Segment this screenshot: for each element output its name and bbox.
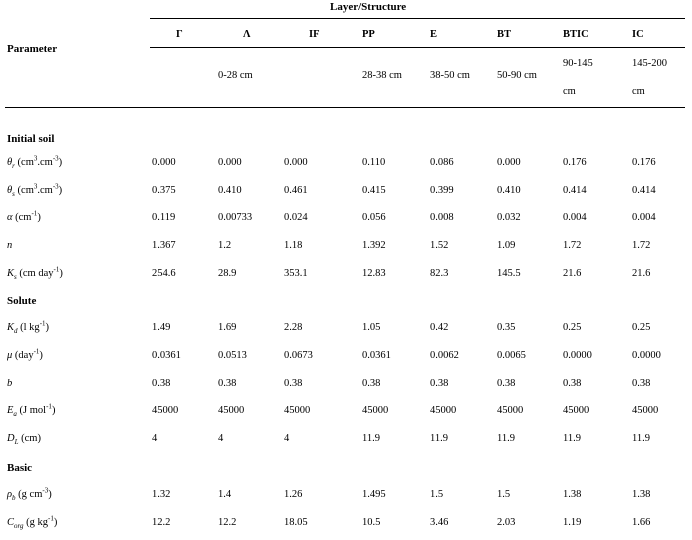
cell-theta-s-0: 0.375 — [152, 185, 176, 196]
label-n: n — [7, 240, 13, 251]
section-initial-soil: Initial soil — [7, 133, 55, 145]
cell-alpha-2: 0.024 — [284, 212, 308, 223]
label-theta-s: $\theta_s$ $(cm^3.cm^{-3})$ — [7, 182, 63, 199]
cell-kd-2: 2.28 — [284, 322, 303, 333]
cell-ks-1: 28.9 — [218, 268, 237, 279]
cell-rhob-0: 1.32 — [152, 489, 171, 500]
cell-alpha-5: 0.032 — [497, 212, 521, 223]
label-mu: μ (day$^{-1}$) — [7, 347, 43, 361]
cell-mu-4: 0.0062 — [430, 350, 459, 361]
col-header-if: IF — [309, 29, 320, 40]
cell-theta-r-1: 0.000 — [218, 157, 242, 168]
cell-b-3: 0.38 — [362, 378, 381, 389]
cell-dl-5: 11.9 — [497, 433, 515, 444]
cell-corg-1: 12.2 — [218, 517, 237, 528]
cell-mu-0: 0.0361 — [152, 350, 181, 361]
header-rule-bottom — [5, 107, 685, 108]
cell-theta-r-2: 0.000 — [284, 157, 308, 168]
depth-50-90: 50-90 cm — [497, 70, 537, 81]
cell-dl-1: 4 — [218, 433, 224, 444]
label-kd: $K_d$ (l $kg^{-1}$) — [7, 319, 50, 336]
label-corg: $C_{org}$ (g $kg^{-1}$) — [7, 514, 58, 531]
cell-b-0: 0.38 — [152, 378, 171, 389]
cell-theta-s-6: 0.414 — [563, 185, 587, 196]
cell-theta-r-6: 0.176 — [563, 157, 587, 168]
label-ks: $K_s$ (cm day$^{-1}$) — [7, 265, 63, 282]
cell-ea-2: 45000 — [284, 405, 311, 416]
depth-90-145: 90-145 — [563, 58, 593, 69]
cell-ks-5: 145.5 — [497, 268, 521, 279]
cell-rhob-7: 1.38 — [632, 489, 651, 500]
cell-ks-7: 21.6 — [632, 268, 651, 279]
cell-ea-5: 45000 — [497, 405, 524, 416]
cell-dl-7: 11.9 — [632, 433, 650, 444]
cell-b-5: 0.38 — [497, 378, 516, 389]
cell-ea-4: 45000 — [430, 405, 457, 416]
depth-38-50: 38-50 cm — [430, 70, 470, 81]
cell-ks-2: 353.1 — [284, 268, 308, 279]
cell-corg-0: 12.2 — [152, 517, 171, 528]
cell-kd-7: 0.25 — [632, 322, 651, 333]
col-header-pp: PP — [362, 29, 375, 40]
cell-corg-7: 1.66 — [632, 517, 651, 528]
cell-kd-4: 0.42 — [430, 322, 449, 333]
cell-theta-s-7: 0.414 — [632, 185, 656, 196]
label-rhob: $\rho_b$ (g $cm^{-3}$) — [7, 486, 52, 503]
cell-kd-0: 1.49 — [152, 322, 171, 333]
cell-rhob-2: 1.26 — [284, 489, 303, 500]
label-theta-r: $\theta_r$ $(cm^3.cm^{-3})$ — [7, 154, 63, 171]
cell-n-6: 1.72 — [563, 240, 582, 251]
cell-ks-4: 82.3 — [430, 268, 449, 279]
cell-corg-3: 10.5 — [362, 517, 381, 528]
cell-theta-r-0: 0.000 — [152, 157, 176, 168]
cell-mu-2: 0.0673 — [284, 350, 313, 361]
cell-ks-0: 254.6 — [152, 268, 176, 279]
cell-b-1: 0.38 — [218, 378, 237, 389]
cell-alpha-6: 0.004 — [563, 212, 587, 223]
cell-corg-5: 2.03 — [497, 517, 516, 528]
parameter-header: Parameter — [7, 43, 58, 55]
cell-rhob-3: 1.495 — [362, 489, 386, 500]
section-basic: Basic — [7, 462, 33, 474]
cell-n-5: 1.09 — [497, 240, 516, 251]
col-header-bt: BT — [497, 29, 512, 40]
cell-dl-6: 11.9 — [563, 433, 581, 444]
cell-kd-1: 1.69 — [218, 322, 237, 333]
cell-alpha-7: 0.004 — [632, 212, 656, 223]
cell-alpha-4: 0.008 — [430, 212, 454, 223]
cell-ea-1: 45000 — [218, 405, 245, 416]
cell-b-7: 0.38 — [632, 378, 651, 389]
cell-corg-6: 1.19 — [563, 517, 582, 528]
label-alpha: α $(cm^{-1})$ — [7, 209, 41, 223]
col-header-lambda: Λ — [243, 29, 251, 40]
cell-n-2: 1.18 — [284, 240, 303, 251]
header-rule-mid — [150, 47, 685, 48]
cell-ea-3: 45000 — [362, 405, 389, 416]
cell-b-6: 0.38 — [563, 378, 582, 389]
depth-0-28: 0-28 cm — [218, 70, 253, 81]
col-header-e: E — [430, 29, 438, 40]
cell-rhob-4: 1.5 — [430, 489, 444, 500]
cell-n-1: 1.2 — [218, 240, 232, 251]
cell-n-3: 1.392 — [362, 240, 386, 251]
cell-kd-3: 1.05 — [362, 322, 381, 333]
cell-mu-6: 0.0000 — [563, 350, 592, 361]
cell-alpha-3: 0.056 — [362, 212, 386, 223]
cell-dl-3: 11.9 — [362, 433, 380, 444]
cell-mu-3: 0.0361 — [362, 350, 391, 361]
cell-alpha-1: 0.00733 — [218, 212, 253, 223]
cell-rhob-1: 1.4 — [218, 489, 232, 500]
cell-n-0: 1.367 — [152, 240, 176, 251]
cell-dl-2: 4 — [284, 433, 290, 444]
depth-90-145-unit: cm — [563, 86, 576, 97]
cell-ks-6: 21.6 — [563, 268, 582, 279]
cell-corg-4: 3.46 — [430, 517, 449, 528]
cell-ea-7: 45000 — [632, 405, 659, 416]
depth-145-200: 145-200 — [632, 58, 667, 69]
label-dl: $D_L$ (cm) — [7, 433, 41, 447]
col-header-gamma: Γ — [176, 29, 183, 40]
label-b: b — [7, 378, 13, 389]
cell-mu-1: 0.0513 — [218, 350, 247, 361]
cell-mu-5: 0.0065 — [497, 350, 526, 361]
cell-kd-5: 0.35 — [497, 322, 516, 333]
cell-kd-6: 0.25 — [563, 322, 582, 333]
cell-dl-0: 4 — [152, 433, 158, 444]
cell-ks-3: 12.83 — [362, 268, 386, 279]
cell-b-4: 0.38 — [430, 378, 449, 389]
label-ea: $E_a$ (J mol$^{-1}$) — [7, 402, 56, 419]
cell-theta-r-3: 0.110 — [362, 157, 386, 168]
cell-corg-2: 18.05 — [284, 517, 308, 528]
depth-28-38: 28-38 cm — [362, 70, 402, 81]
cell-theta-s-5: 0.410 — [497, 185, 521, 196]
cell-ea-6: 45000 — [563, 405, 590, 416]
cell-mu-7: 0.0000 — [632, 350, 661, 361]
cell-theta-s-2: 0.461 — [284, 185, 308, 196]
layer-structure-title: Layer/Structure — [330, 1, 407, 13]
cell-dl-4: 11.9 — [430, 433, 448, 444]
col-header-ic: IC — [632, 29, 644, 40]
depth-145-200-unit: cm — [632, 86, 645, 97]
col-header-btic: BTIC — [563, 29, 589, 40]
cell-theta-r-7: 0.176 — [632, 157, 656, 168]
cell-theta-r-5: 0.000 — [497, 157, 521, 168]
section-solute: Solute — [7, 295, 37, 307]
cell-b-2: 0.38 — [284, 378, 303, 389]
cell-n-4: 1.52 — [430, 240, 449, 251]
cell-theta-r-4: 0.086 — [430, 157, 454, 168]
cell-rhob-6: 1.38 — [563, 489, 582, 500]
header-rule-top — [150, 18, 685, 19]
cell-alpha-0: 0.119 — [152, 212, 176, 223]
cell-n-7: 1.72 — [632, 240, 651, 251]
cell-rhob-5: 1.5 — [497, 489, 511, 500]
cell-theta-s-1: 0.410 — [218, 185, 242, 196]
cell-theta-s-4: 0.399 — [430, 185, 454, 196]
cell-theta-s-3: 0.415 — [362, 185, 386, 196]
cell-ea-0: 45000 — [152, 405, 179, 416]
